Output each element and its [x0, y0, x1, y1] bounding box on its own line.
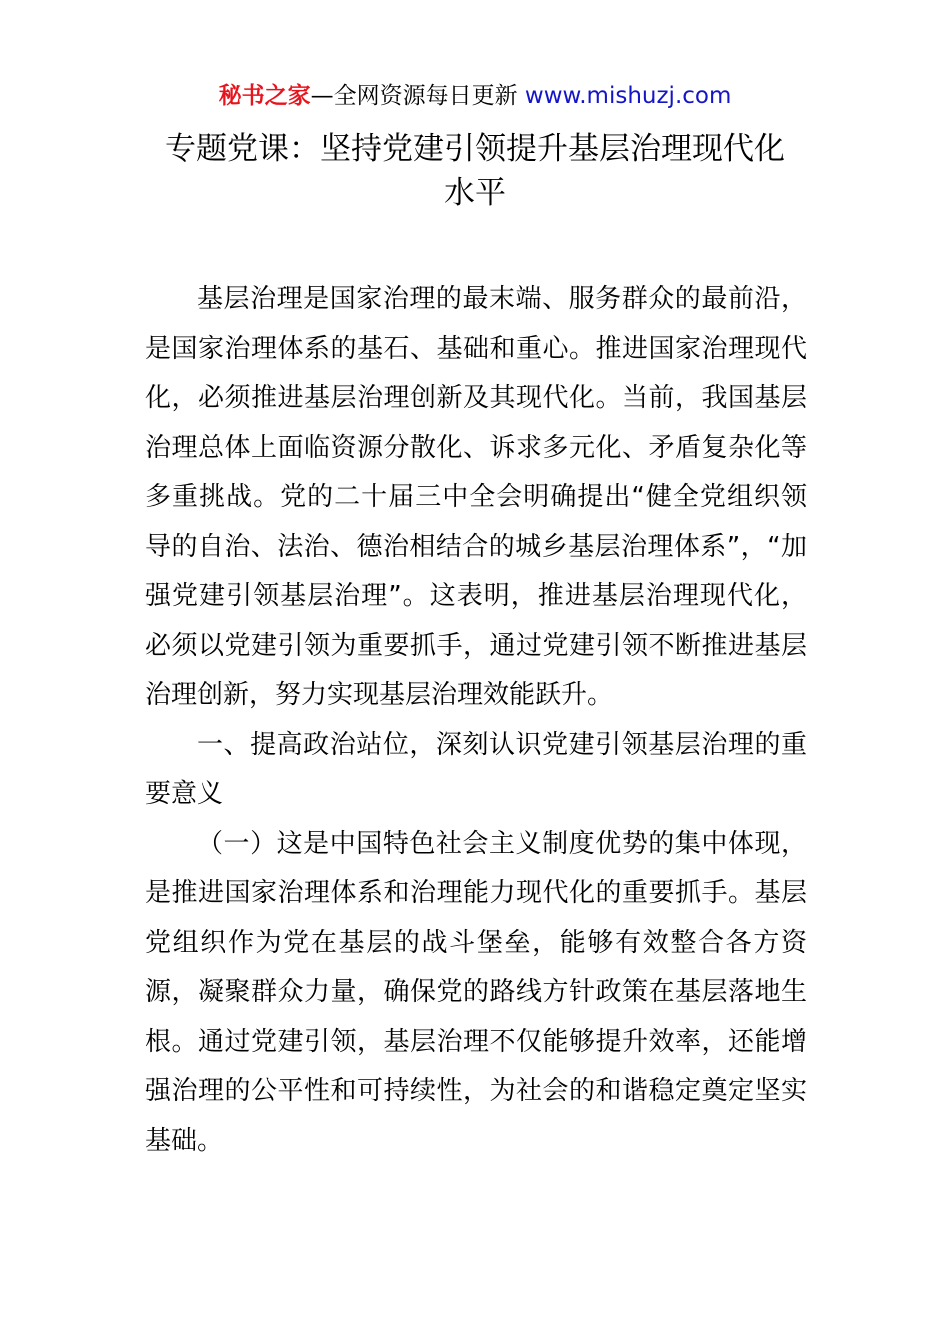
section-heading-1: 一、提高政治站位，深刻认识党建引领基层治理的重要意义 — [145, 729, 807, 809]
intro-paragraph: 基层治理是国家治理的最末端、服务群众的最前沿，是国家治理体系的基石、基础和重心。推进国家治理现代化，必须推进基层治理创新及其现代化。当前，我国基层治理总体上面临资源分散化、诉求多元化、矛盾复杂化等多重挑战。党的二十届三中全会明确提出“健全党组织领导的自治、法治、德治相结合的城乡基层治理体系”，“加强党建引领基层治理”。这表明，推进基层治理现代化，必须以党建引领为重要抓手，通过党建引领不断推进基层治理创新，努力实现基层治理效能跃升。 — [145, 284, 807, 710]
site-url-link[interactable]: www.mishuzj.com — [524, 83, 732, 109]
document-title — [0, 127, 950, 215]
title-line-1: 专题党课：坚持党建引领提升基层治理现代化 — [165, 131, 785, 167]
site-header — [0, 80, 950, 112]
title-line-2: 水平 — [444, 175, 506, 211]
document-body — [145, 275, 807, 1166]
site-brand: 秘书之家 — [218, 83, 311, 109]
subsection-paragraph-1: （一）这是中国特色社会主义制度优势的集中体现，是推进国家治理体系和治理能力现代化的重要抓手。基层党组织作为党在基层的战斗堡垒，能够有效整合各方资源，凝聚群众力量，确保党的路线方针政策在基层落地生根。通过党建引领，基层治理不仅能够提升效率，还能增强治理的公平性和可持续性，为社会的和谐稳定奠定坚实基础。 — [145, 828, 807, 1156]
site-tagline: —全网资源每日更新 — [310, 83, 518, 109]
